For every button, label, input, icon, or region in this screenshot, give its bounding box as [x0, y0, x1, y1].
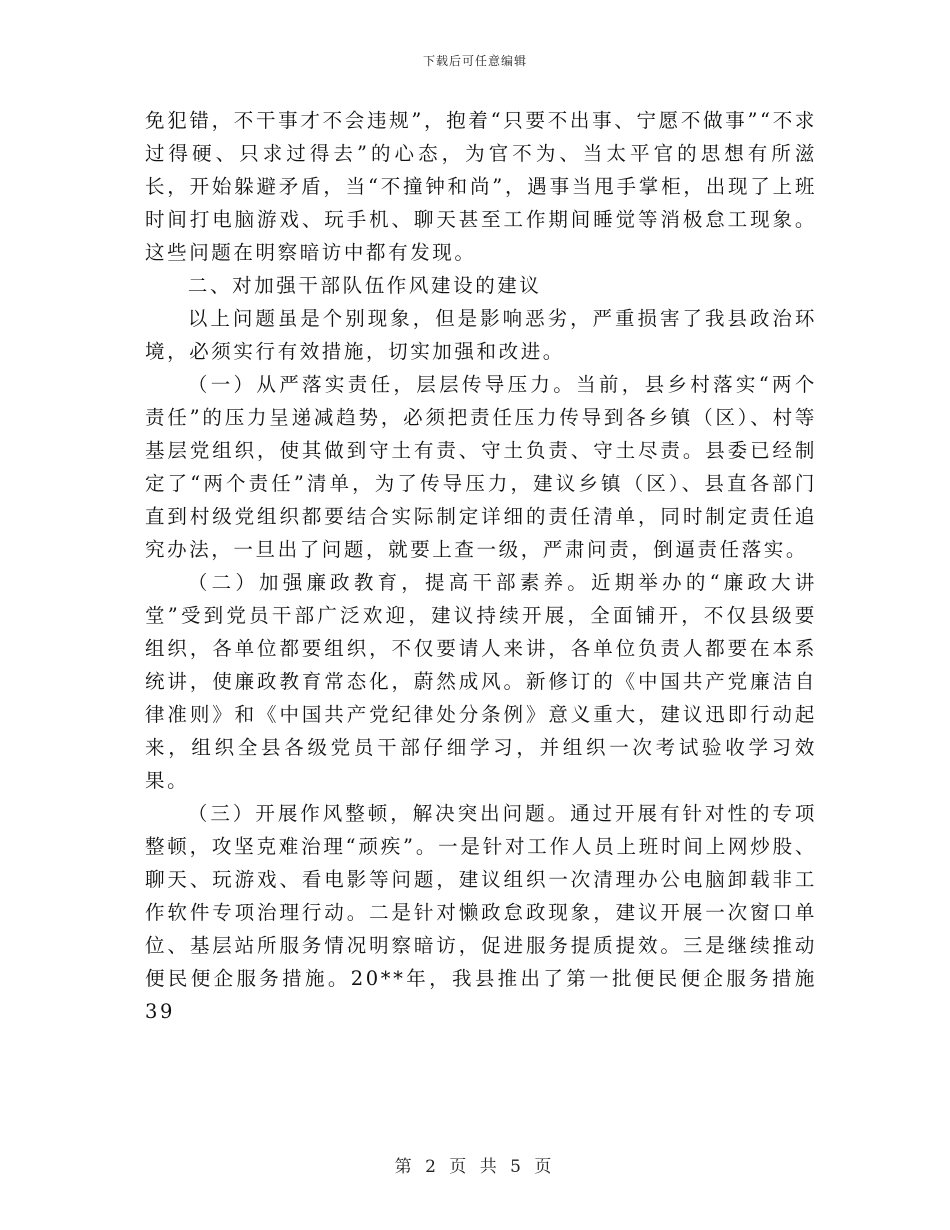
- paragraph-continuation: 免犯错，不干事才不会违规”，抱着“只要不出事、宁愿不做事”“不求过得硬、只求过得去”的心态，为官不为、当太平官的思想有所滋长，开始躲避矛盾，当“不撞钟和尚”，遇事当甩手掌柜，出现了上班时间打电脑游戏、玩手机、聊天甚至工作期间睡觉等消极怠工现象。这些问题在明察暗访中都有发现。: [145, 109, 817, 264]
- document-body: [145, 104, 817, 1028]
- paragraph-intro: 以上问题虽是个别现象，但是影响恶劣，严重损害了我县政治环境，必须实行有效措施，切实加强和改进。: [145, 307, 817, 363]
- section-heading: 二、对加强干部队伍作风建设的建议: [187, 274, 542, 297]
- page-header: 下载后可任意编辑: [422, 54, 527, 68]
- paragraph-item-1: （一）从严落实责任，层层传导压力。当前，县乡村落实“两个责任”的压力呈递减趋势，必须把责任压力传导到各乡镇（区）、村等基层党组织，使其做到守土有责、守土负责、守土尽责。县委已经制定了“两个责任”清单，为了传导压力，建议乡镇（区）、县直各部门直到村级党组织都要结合实际制定详细的责任清单，同时制定责任追究办法，一旦出了问题，就要上查一级，严肃问责，倒逼责任落实。: [145, 373, 817, 561]
- paragraph-item-3: （三）开展作风整顿，解决突出问题。通过开展有针对性的专项整顿，攻坚克难治理“顽疾”。一是针对工作人员上班时间上网炒股、聊天、玩游戏、看电影等问题，建议组织一次清理办公电脑卸载非工作软件专项治理行动。二是针对懒政怠政现象，建议开展一次窗口单位、基层站所服务情况明察暗访，促进服务提质提效。三是继续推动便民便企服务措施。20**年，我县推出了第一批便民便企服务措施39: [145, 802, 817, 1023]
- paragraph-item-2: （二）加强廉政教育，提高干部素养。近期举办的“廉政大讲堂”受到党员干部广泛欢迎，建议持续开展，全面铺开，不仅县级要组织，各单位都要组织，不仅要请人来讲，各单位负责人都要在本系统讲，使廉政教育常态化，蔚然成风。新修订的《中国共产党廉洁自律准则》和《中国共产党纪律处分条例》意义重大，建议迅即行动起来，组织全县各级党员干部仔细学习，并组织一次考试验收学习效果。: [145, 571, 817, 792]
- page-number: 第 2 页 共 5 页: [394, 1157, 556, 1177]
